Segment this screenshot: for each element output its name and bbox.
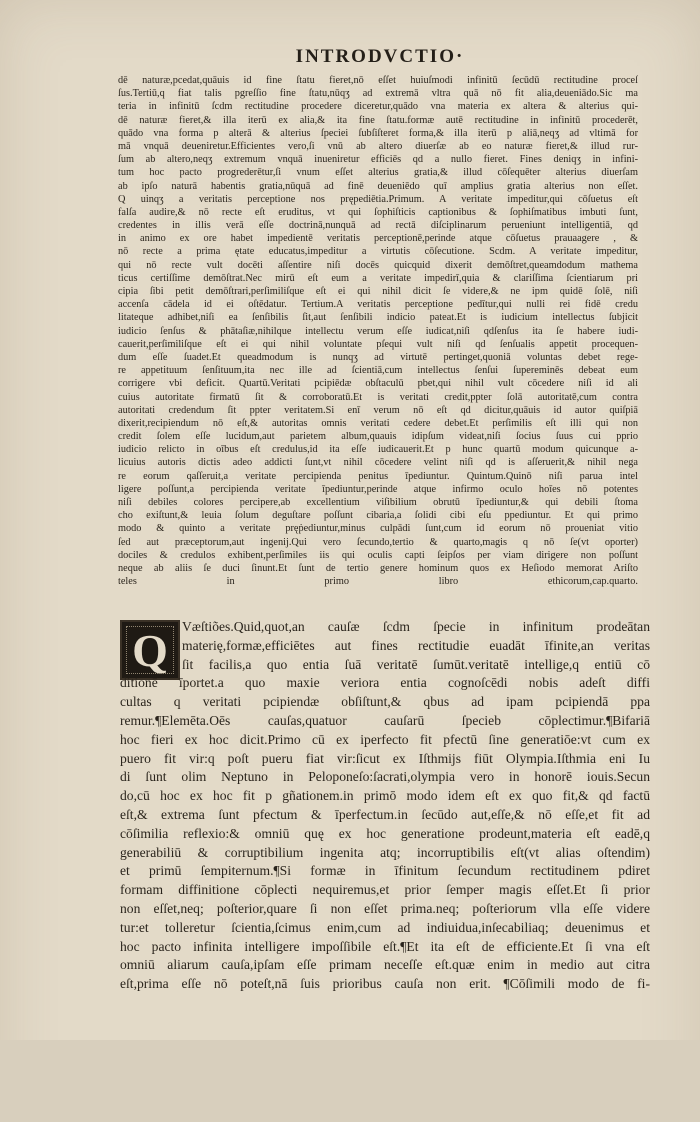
commentary-line: nō recte a prima ętate educatus,impeditur a virtutis cōſecutione. Scdm. A veritate impeditur, — [118, 246, 638, 258]
commentary-line: dum eſſe ſuadet.Et queadmodum is nunqʒ ad virtutē pertinget,quoniā voluntas debet rege- — [118, 351, 638, 363]
commentary-line: iudicio ſenſus & phātaſiæ,nihilque intellectu verum eſſe iudicat,niſi qdſenſus ita ſe habere iudi- — [118, 325, 638, 337]
commentary-line: litateque adhibet,niſi ea ſenſibilis ſit,aut ſenſibili indicio pateat.Et is iudicium intellectus ſubjicit — [118, 312, 638, 324]
main-text-line: non eſſet,neq; poſterior,quare ſi non eſſet prima.neq; poſteriorum vlla eſſe videre — [120, 900, 650, 916]
commentary-line: ſus.Tertiū,q fiat talis pgreſſio fine ſtatu,nūqʒ ad extremā vltra quā nō fit alia,deueniādo.Sic ma — [118, 88, 638, 100]
commentary-line: autoritati credendum ſit ppter veritatem.Si enī verum nō eſt qd dicitur,quāuis id autor quiſpiā — [118, 404, 638, 416]
commentary-line: quādo vna forma p alterā & alterius ſpeciei ſubſiſteret forma,& illa iterū p aliā,neqʒ ad vltimā for — [118, 127, 638, 139]
main-text-line: eſt,prima eſſe nō poteſt,nā ſuis prioribus cauſa non erit. ¶Cōſimili modo de fi- — [120, 976, 650, 992]
main-text-line: omniū aliarum cauſa,ipſam eſſe primam neceſſe eſt.quæ enim in medio aut citra — [120, 957, 650, 973]
commentary-line: licuius autoris dictis adeo addicti ſunt,vt nihil cōcedere velint niſi qd is aſſeruerit,& nihil nega — [118, 457, 638, 469]
commentary-line: accenſa cādela id ei oſtēdatur. Tertium.A veritatis perceptione pedītur,qui nulli rei fidē credu — [118, 299, 638, 311]
commentary-line: ab ipſo naturā habentis gratia,nūquā ad finē deueniēdo quī amplius gratia alterius non eſſet. — [118, 180, 638, 192]
commentary-line: ſed aut præceptorum,aut ingenij.Qui vero ſecundo,tertio & quarto,magis q nō ſe(vt oporter) — [118, 536, 638, 548]
commentary-line: corrigere vbi deficit. Quartū.Veritati pcipiēdæ obſtaculū pbet,qui nihil vult cōcedere niſi id ali — [118, 378, 638, 390]
commentary-line: niſi debiles colores percipere,ab excellentium viſibilium obrutū īpediuntur,& qui debili ſtoma — [118, 497, 638, 508]
running-title: INTRODVCTIO· — [295, 46, 465, 67]
decorated-initial-q: Q — [120, 620, 180, 680]
main-text-line: puero fit vir:q poſt pueru fiat vir:ſicut ex Iſthmijs fiūt Olympia.Iſthmia eni Iu — [120, 750, 650, 766]
commentary-line: iudicio relicto in oībus eſt credulus,id ita eſſe iudicauerit.Et p hunc quartū modum quicunque a- — [118, 444, 638, 456]
commentary-line: in animo ex ore habet impedientē veritatis perceptionē,perinde atque cōſuetus prauaagere , & — [118, 233, 638, 245]
main-text-line: generabiliū & corruptibilium ingenita atq; incorruptibilis eſt(vt alias oſtendim) — [120, 844, 650, 860]
page-bottom-margin — [0, 1040, 700, 1122]
main-text-line: do,cū hoc ex hoc fit p gñationem.in primō modo idem eſt ex quo fit,& qd factū — [120, 788, 650, 804]
commentary-line: dixerit,recipiendum nō eſt,& autoritas omnis veritati cedere debet.Et perſimilis eſt illi qui non — [118, 417, 638, 429]
commentary-line: ſum ab altero,neqʒ extremum vnquā inueniretur efficiēs qd a nullo fieret. Fines deniqʒ in infini- — [118, 154, 638, 166]
commentary-line: cauerit,perſimiliſque eſt ei qui nihil voluntate pſequi vult niſi qd ſenſualis appetit procequen- — [118, 338, 638, 350]
commentary-line: teria in infinitū ſcdm rectitudine procedere diceretur,quādo vna materia ex altera & alterius qui- — [118, 101, 638, 113]
commentary-line: ticus certiſſime demōſtrat.Nec mirū eſt eum a veritate impedirī,quia & clariſſima ſcientiarum pri — [118, 272, 638, 284]
main-text-line: hoc fieri ex hoc dicit.Primo cū ex iperfecto fit pfectū ſine generatiōe:vt cum ex — [120, 731, 650, 747]
main-text-line: materię,formæ,efficiētes aut fines rectitudie euadāt īfinite,an veritas — [182, 637, 650, 653]
commentary-line: dē naturæ fieret,& illa iterū ex alia,& ita fine ſtatu.formæ autē rectitudine in infinitū procederēt, — [118, 114, 638, 126]
main-text-line: et primū ſempiternum.¶Si formæ in īfinitum ſecundum rectitudinem pdiret — [120, 863, 650, 879]
commentary-line: cipia ſibi petit demōſtrari,perſimiliſque eſt ei qui nihil dicit ſe videre,& ne ipm quidē ſolē, niſi — [118, 286, 638, 297]
main-text-line: cultas q veritati pcipiendæ obſiſtunt,& qbus ad ipam pcipiendā ppa — [120, 694, 650, 710]
main-text-block — [120, 618, 650, 994]
commentary-line: ligere poſſunt,a percipienda veritate īpediuntur,perinde atque infirmo oculo hoīes nō potentes — [118, 483, 638, 495]
commentary-line: modo & quinto a veritate pręṗediuntur,minus culpādi ſunt,cum id eorum nō proueniat vitio — [118, 523, 638, 535]
commentary-line: credit ſolem eſſe lucidum,aut parietem album,quauis idipſum videat,niſi ſocius ſuus cui pprio — [118, 431, 638, 443]
commentary-block — [118, 74, 638, 588]
main-text-line: tur:et tolleretur ſcientia,ſcimus enim,cum ad indiuidua,inſecabiliaq; deuenimus et — [120, 919, 650, 935]
commentary-line: dociles & credulos exhibent,perſimiles iis qui oculis capti ſeipſos per viam dirigere non poſſunt — [118, 549, 638, 561]
commentary-line: falſa audire,& nō recte eſt eruditus, vt qui ſophiſticis captionibus & ſophiſmatibus imbuti ſunt, — [118, 206, 638, 218]
main-text-line: di ſunt olim Neptuno in Peloponeſo:ſacrati,olympia vero in honorē iouis.Secun — [120, 769, 650, 785]
main-text-line: Væſtiões.Quid,quot,an cauſæ ſcdm ſpecie in infinitum prodeātan — [182, 619, 650, 634]
commentary-line: re eorum qaſſeruit,a veritate percipienda penitus īpediuntur. Quintum.Quinō niſi parua intel — [118, 470, 638, 482]
commentary-line: teles in primo libro ethicorum,cap.quarto. — [118, 576, 638, 588]
commentary-line: tum hoc pacto progrederētur,ſi vnum eſſet alterius gratia,& illud cōſequēter alterius diuerſam — [118, 167, 638, 179]
main-text-line: ſit facilis,a quo entia ſuā veritatē ſumūt.veritatē intellige,q entiū cō — [182, 656, 650, 672]
commentary-line: re appetituum ſenſituum,ita nec ille ad ſcientiā,cum intellectus ſenſui ſupereminēs debeat eum — [118, 365, 638, 377]
commentary-line: neque ab aliis ſe duci ſinunt.Et ſunt de tertio genere hominum quos ex Heſiodo memorat Ariſto — [118, 562, 638, 574]
main-text-line: remur.¶Elemēta.Oēs cauſas,quatuor cauſarū ſpecieb cōplectimur.¶Bifariā — [120, 712, 650, 728]
commentary-line: dē naturæ,pcedat,quāuis id fine ſtatu fieret,nō eſſet huiuſmodi infinitū ſecūdū rectitudine proceſ — [118, 75, 638, 86]
commentary-line: qui nō recte vult docēti aſſentire niſi docēs quicquid dixerit demōſtret,queamdodum mathema — [118, 259, 638, 271]
main-text-line: formam diffinitione cōplecti nequiremus,et prior ſemper magis eſſet.Et ſi prior — [120, 882, 650, 898]
main-text-line: eſt,& extrema ſunt pfectum & īperfectum.in ſecūdo aut,eſſe,& nō eſſe,et fit ad — [120, 806, 650, 822]
commentary-line: cuius autoritate firmatū ſit & corroboratū.Et is veritati credit,ppter ſolā autoritatē,cum contra — [118, 391, 638, 403]
commentary-line: cho exiſtunt,& leuia ſolum deguſtare poſſunt cibaria,a ſolidi cibi eſu ppediuntur. Et qui primo — [118, 510, 638, 522]
main-text-line: cōſimilia reflexio:& omniū quę ex hoc generatione prodeunt,materia eſt eadē,q — [120, 825, 650, 841]
main-text-line: ditionē īportet.a quo maxie veriora entia cognoſcēdi nobis adeſt diffi — [120, 675, 650, 691]
commentary-line: credentes in illis verā eſſe doctrinā,nunquā ad rectā diſciplinarum perueniunt intelligentiā, qd — [118, 220, 638, 232]
main-text-line: hoc pacto infinita intelligere impoſſibile eſt.¶Et ita eſt de efficiente.Et ſi vna eſt — [120, 938, 650, 954]
commentary-line: Q uinqʒ a veritatis perceptione nos prępediētia.Primum. A veritate impeditur,qui cōſuetus eſt — [118, 193, 638, 205]
commentary-line: mā vnquā deueniretur.Efficientes vero,ſi vnū ab altero diuerſæ ab eo naturæ fieret,& illud rur- — [118, 140, 638, 152]
